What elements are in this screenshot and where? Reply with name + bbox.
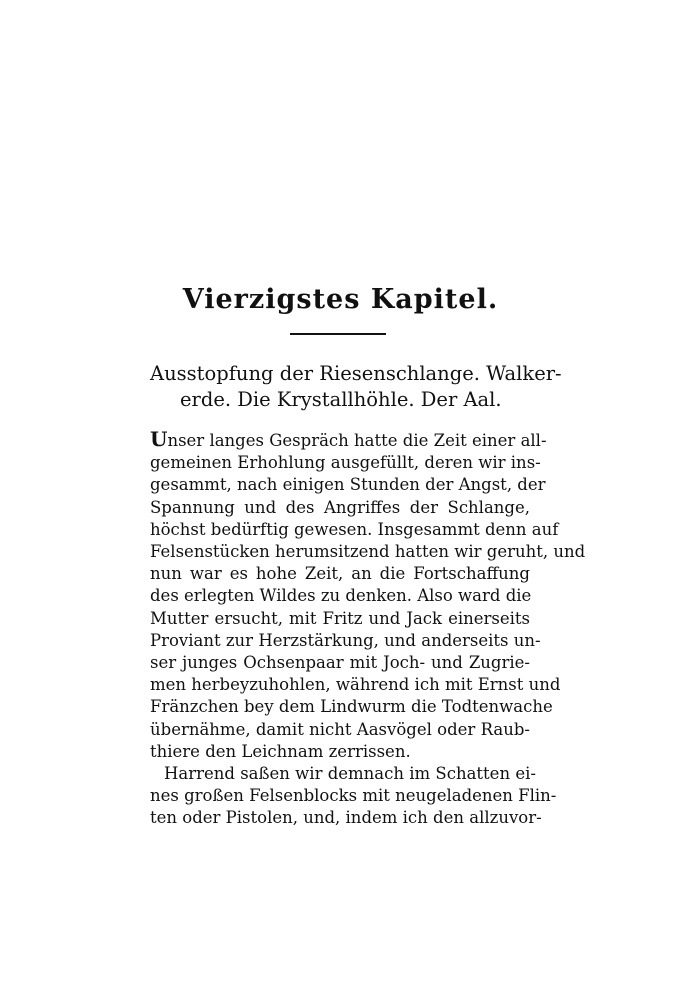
text-line: nun war es hohe Zeit, an die Fortschaffung [150, 564, 530, 584]
text-line: Harrend saßen wir demnach im Schatten ei- [164, 764, 536, 784]
text-line: men herbeyzuhohlen, während ich mit Ernst und [150, 675, 561, 695]
text-line: Fränzchen bey dem Lindwurm die Todtenwache [150, 697, 553, 717]
summary-line: erde. Die Krystallhöhle. Der Aal. [180, 388, 502, 411]
text-line: gemeinen Erhohlung ausgefüllt, deren wir ins- [150, 453, 541, 473]
text-line: Proviant zur Herzstärkung, und anderseits un- [150, 630, 541, 650]
text-line: übernähme, damit nicht Aasvögel oder Raub- [150, 719, 530, 739]
summary-line: Ausstopfung der Riesenschlange. Walker- [150, 362, 562, 385]
body-text [150, 427, 586, 830]
chapter-summary [150, 361, 562, 413]
chapter-title: Vierzigstes Kapitel. [182, 284, 499, 315]
text-line: ten oder Pistolen, und, indem ich den allzuvor- [150, 808, 542, 828]
text-line: des erlegten Wildes zu denken. Also ward die [150, 586, 532, 606]
text-line: ser junges Ochsenpaar mit Joch- und Zugrie- [150, 653, 530, 673]
text-line: Unser langes Gespräch hatte die Zeit einer all- [150, 427, 547, 451]
text-line: Mutter ersucht, mit Fritz und Jack einerseits [150, 608, 530, 628]
text-line: Felsenstücken herumsitzend hatten wir geruht, und [150, 542, 586, 562]
text-line: höchst bedürftig gewesen. Insgesammt denn auf [150, 519, 559, 539]
text-line: Spannung und des Angriffes der Schlange, [150, 497, 530, 517]
title-divider [290, 333, 386, 335]
text-line: gesammt, nach einigen Stunden der Angst, der [150, 475, 546, 495]
text-line: nes großen Felsenblocks mit neugeladenen Flin- [150, 786, 557, 806]
text-line: thiere den Leichnam zerrissen. [150, 741, 411, 761]
